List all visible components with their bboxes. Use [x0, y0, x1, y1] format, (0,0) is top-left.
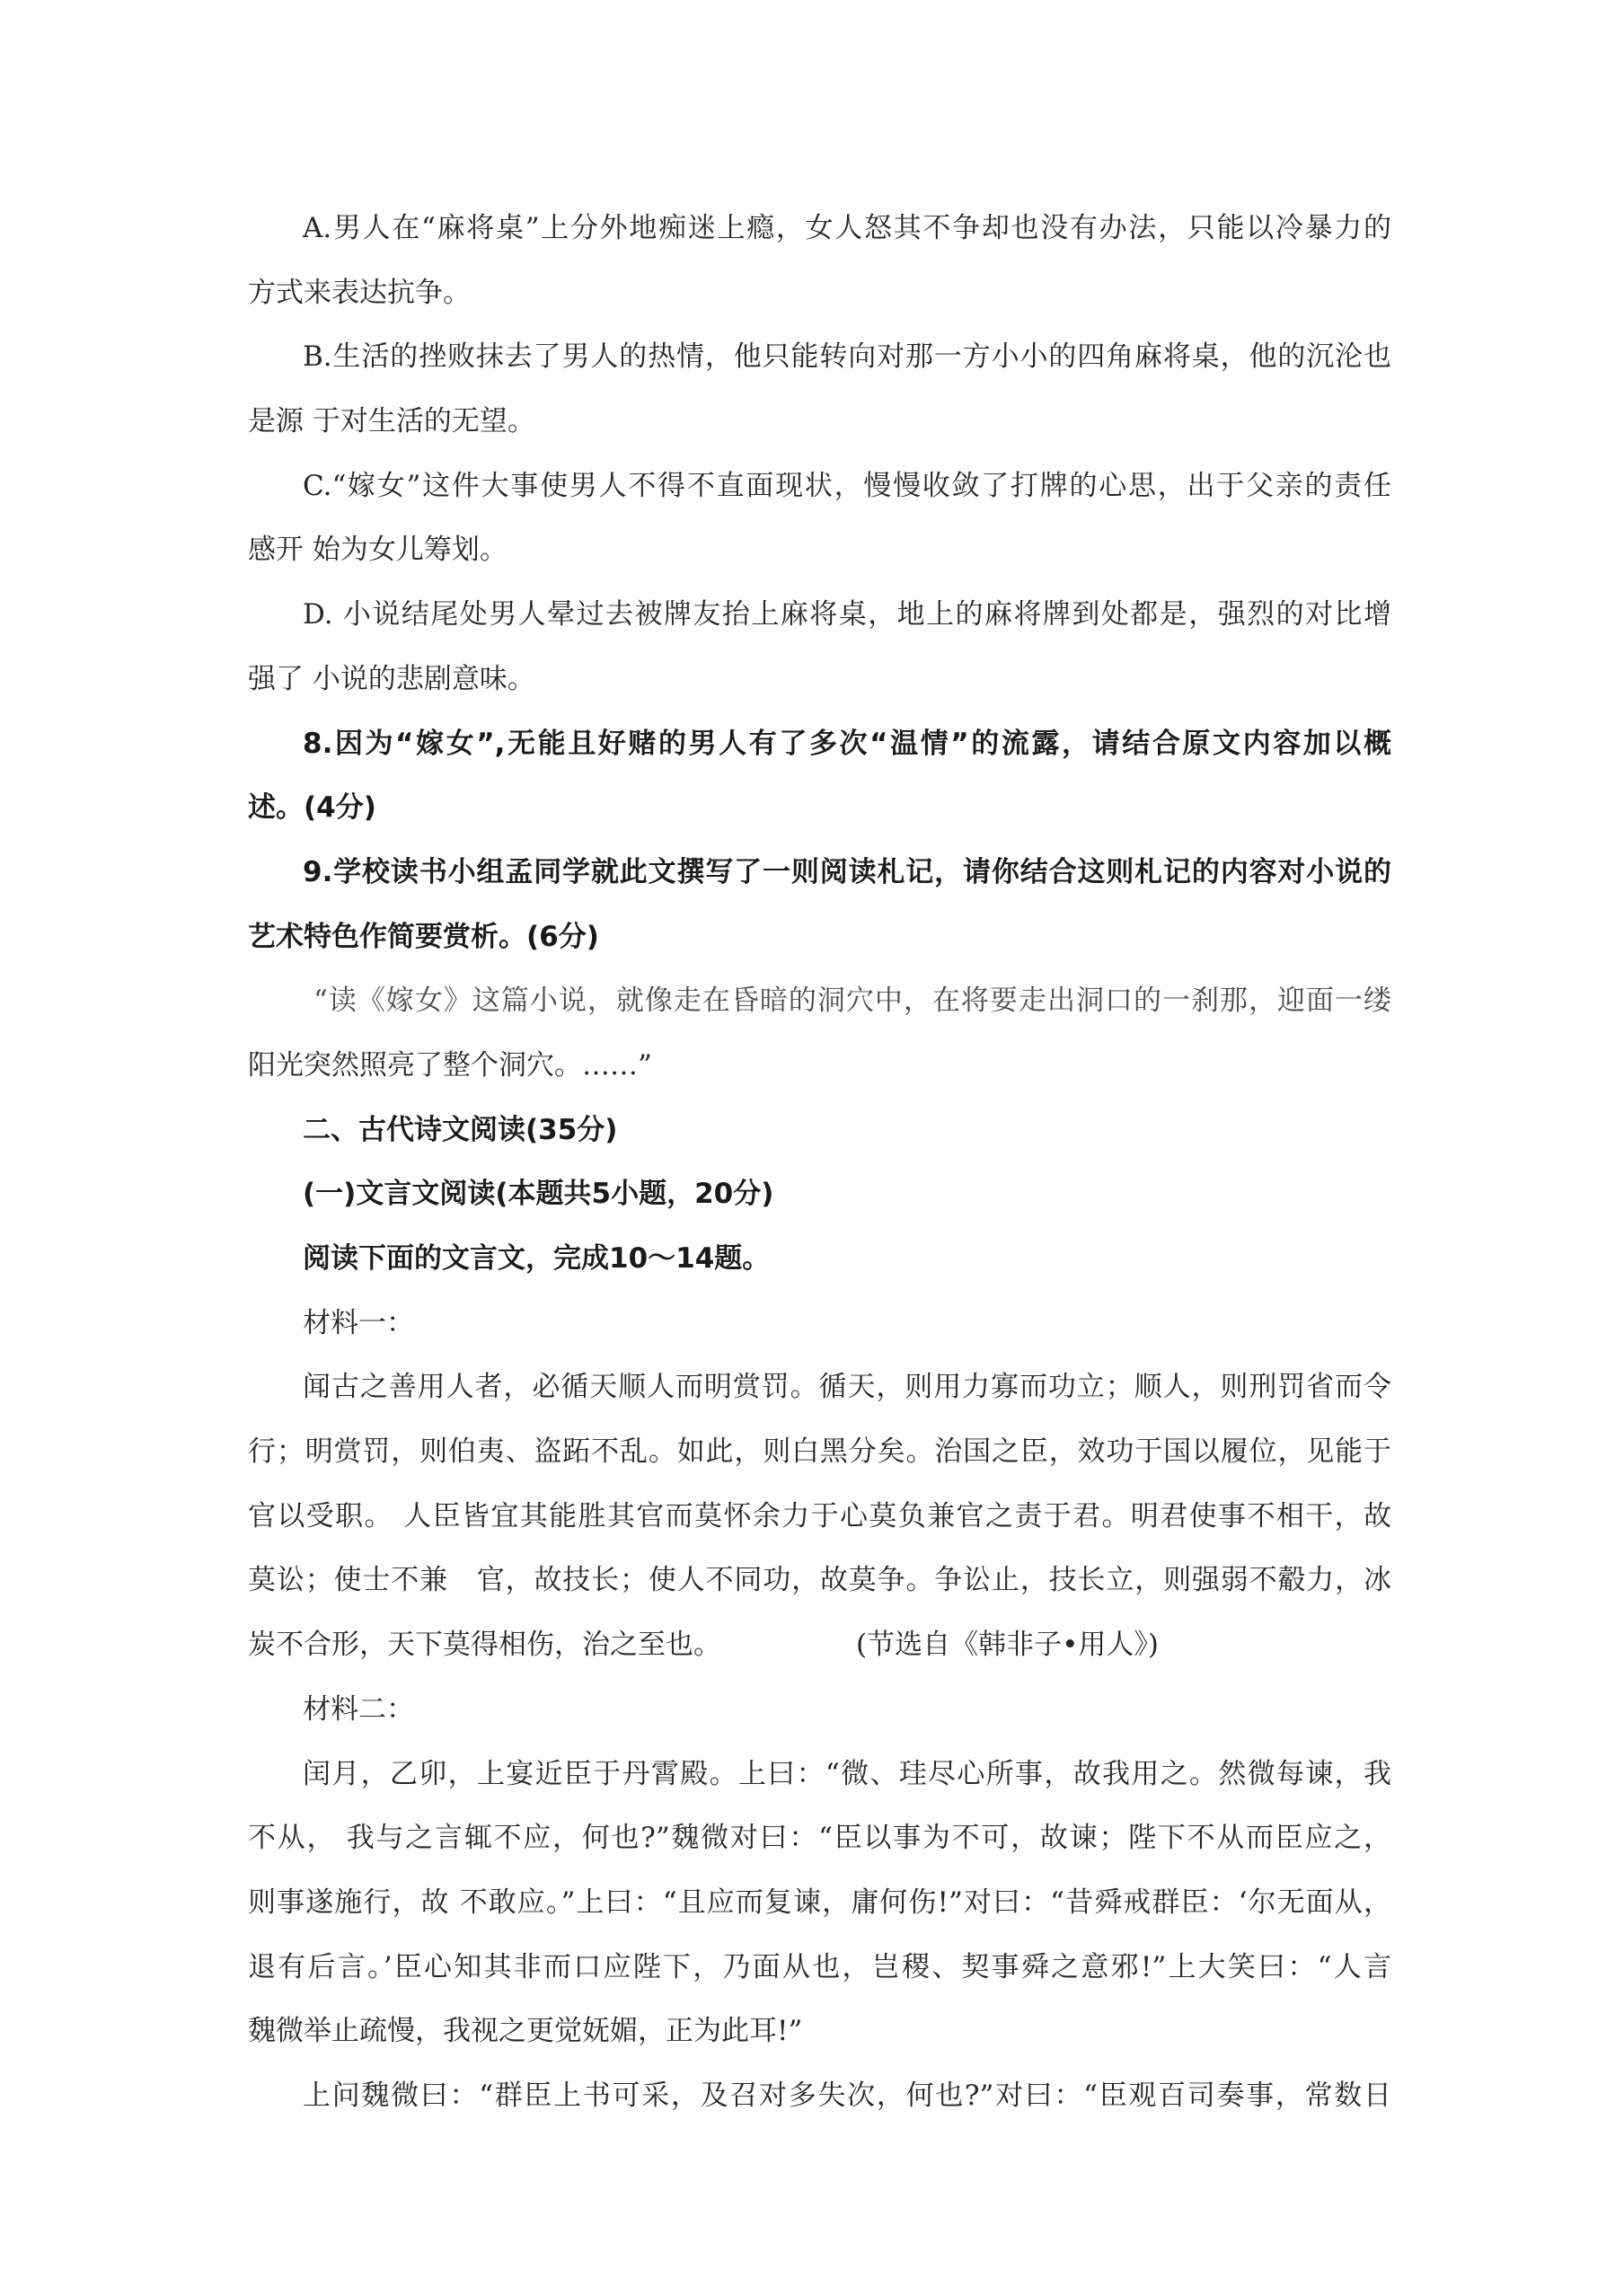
text-line — [248, 583, 1391, 648]
text-line — [248, 455, 1391, 519]
text-line — [248, 1034, 1391, 1099]
text-line — [248, 197, 1391, 261]
text-line-content: 闻古之善用人者，必循天顺人而明赏罚。循天，则用力寡而功立；顺人，则刑罚省而令 — [303, 1371, 1391, 1404]
text-line — [248, 969, 1391, 1034]
text-line-content: 是源 于对生活的无望。 — [248, 405, 535, 438]
text-line — [248, 390, 1391, 455]
text-line-content: 阅读下面的文言文，完成10～14题。 — [303, 1242, 771, 1275]
text-line — [248, 776, 1391, 841]
text-line — [248, 2064, 1391, 2129]
text-line-content: (一)文言文阅读(本题共5小题，20分) — [303, 1178, 774, 1211]
text-line-content: 莫讼；使士不兼 官，故技长；使人不同功，故莫争。争讼止，技长立，则强弱不觳力，冰 — [248, 1564, 1391, 1597]
text-line — [248, 1549, 1391, 1613]
text-line — [248, 1613, 1391, 1678]
text-line-content: D. 小说结尾处男人晕过去被牌友抬上麻将桌，地上的麻将牌到处都是，强烈的对比增 — [303, 598, 1391, 631]
text-line — [248, 1678, 1391, 1743]
text-line-content: 炭不合形，天下莫得相伤，治之至也。 — [248, 1629, 721, 1662]
text-line — [248, 712, 1391, 777]
text-line-content: 魏微举止疏慢，我视之更觉妩媚，正为此耳!” — [248, 2015, 803, 2048]
text-line — [248, 841, 1391, 905]
text-line-content: 上问魏微曰：“群臣上书可采，及召对多失次，何也?”对曰：“臣观百司奏事，常数日 — [303, 2079, 1391, 2112]
text-line — [248, 1936, 1391, 2000]
text-line-content: 9.学校读书小组孟同学就此文撰写了一则阅读札记，请你结合这则札记的内容对小说的 — [303, 855, 1391, 888]
text-line-content: 方式来表达抗争。 — [248, 276, 471, 309]
text-line-content: 二、古代诗文阅读(35分) — [303, 1113, 618, 1146]
text-line-content: 感开 始为女儿筹划。 — [248, 534, 508, 567]
text-line — [248, 2000, 1391, 2064]
text-line-content: 述。(4分) — [248, 791, 376, 825]
text-line-content: 闰月，乙卯，上宴近臣于丹霄殿。上曰：“微、珪尽心所事，故我用之。然微每谏，我 — [303, 1757, 1391, 1790]
text-line-content: 官以受职。 人臣皆宜其能胜其官而莫怀余力于心莫负兼官之责于君。明君使事不相干，故 — [248, 1499, 1391, 1532]
text-line — [248, 1806, 1391, 1871]
text-line — [248, 1162, 1391, 1227]
text-line — [248, 1356, 1391, 1420]
text-line-content: 不从， 我与之言辄不应，何也?”魏微对曰：“臣以事为不可，故谏；陛下不从而臣应之， — [248, 1822, 1391, 1855]
text-line — [248, 1227, 1391, 1292]
text-line-content: C.“嫁女”这件大事使男人不得不直面现状，慢慢收敛了打牌的心思，出于父亲的责任 — [303, 469, 1391, 502]
text-line-content: 退有后言。’臣心知其非而口应陛下，乃面从也，岂稷、契事舜之意邪!”上大笑曰：“人言 — [248, 1950, 1391, 1983]
text-line-content: 强了 小说的悲剧意味。 — [248, 662, 535, 695]
text-line — [248, 1743, 1391, 1807]
text-line-content: “读《嫁女》这篇小说，就像走在昏暗的洞穴中，在将要走出洞口的一刹那，迎面一缕 — [313, 985, 1391, 1018]
text-line — [248, 1292, 1391, 1356]
text-line-content: B.生活的挫败抹去了男人的热情，他只能转向对那一方小小的四角麻将桌，他的沉沦也 — [303, 340, 1391, 374]
text-line — [248, 325, 1391, 390]
text-line — [248, 1485, 1391, 1550]
text-line — [248, 648, 1391, 712]
text-line-content: 行；明赏罚，则伯夷、盗跖不乱。如此，则白黑分矣。治国之臣，效功于国以履位，见能于 — [248, 1435, 1391, 1469]
source-citation: (节选自《韩非子•用人》) — [856, 1629, 1159, 1662]
text-line-content: 阳光突然照亮了整个洞穴。……” — [248, 1048, 652, 1082]
text-line-content: 材料二： — [303, 1692, 414, 1726]
text-line — [248, 1099, 1391, 1163]
text-line-content: 材料一： — [303, 1306, 414, 1339]
text-line — [248, 1871, 1391, 1936]
text-line — [248, 1420, 1391, 1485]
text-line-content: 8.因为“嫁女”,无能且好赌的男人有了多次“温情”的流露，请结合原文内容加以概 — [303, 727, 1391, 760]
document-page — [248, 197, 1391, 2129]
text-line-content: 艺术特色作简要赏析。(6分) — [248, 920, 599, 953]
text-line-content: 则事遂施行，故 不敢应。”上曰：“且应而复谏，庸何伤!”对曰：“昔舜戒群臣：‘尔无面从， — [248, 1885, 1391, 1919]
text-line — [248, 905, 1391, 970]
text-line — [248, 518, 1391, 583]
text-line — [248, 261, 1391, 326]
text-line-content: A.男人在“麻将桌”上分外地痴迷上瘾，女人怒其不争却也没有办法，只能以冷暴力的 — [303, 212, 1391, 244]
